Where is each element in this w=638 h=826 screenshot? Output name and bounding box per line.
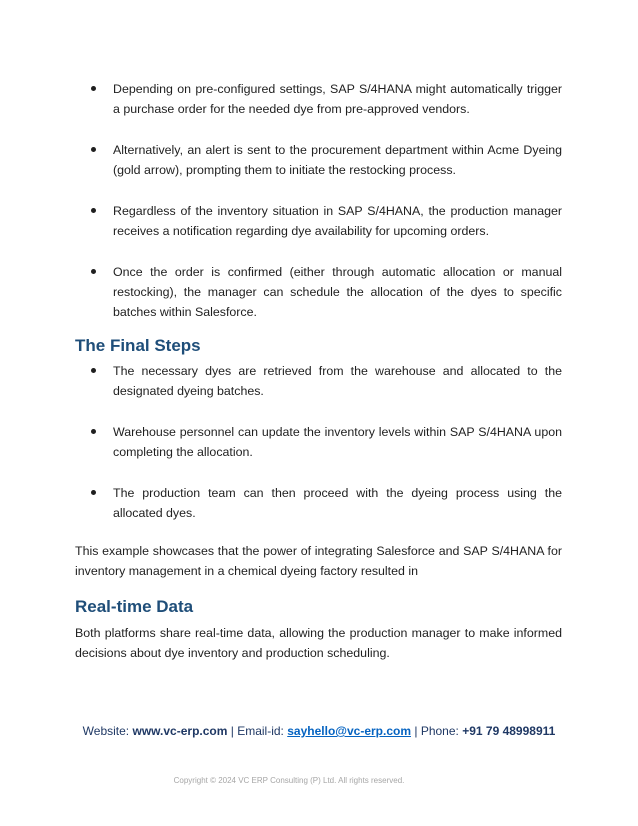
bullet-icon [91, 86, 96, 91]
phone-label: Phone: [420, 724, 459, 738]
list-item [0, 79, 638, 119]
list-item [0, 262, 638, 322]
summary-paragraph: This example showcases that the power of integrating Salesforce and SAP S/4HANA for inventory management in a chemical dyeing factory resulted in [75, 544, 562, 578]
separator: | [230, 724, 234, 738]
final-steps-bullet-list [0, 361, 638, 523]
email-label: Email-id: [237, 724, 284, 738]
bullet-text: Alternatively, an alert is sent to the procurement department within Acme Dyeing (gold arrow), prompting them to initiate the restocking process. [113, 143, 562, 177]
bullet-text: The production team can then proceed with the dyeing process using the allocated dyes. [113, 486, 562, 520]
top-bullet-list [0, 79, 638, 322]
section-heading-final-steps: The Final Steps [75, 336, 201, 355]
bullet-text: Warehouse personnel can update the inventory levels within SAP S/4HANA upon completing the allocation. [113, 425, 562, 459]
website-value[interactable]: www.vc-erp.com [132, 724, 228, 738]
bullet-text: Once the order is confirmed (either through automatic allocation or manual restocking), the manager can schedule the allocation of the dyes to specific batches within Salesforce. [113, 265, 562, 319]
list-item [0, 201, 638, 241]
list-item [0, 483, 638, 523]
bullet-icon [91, 269, 96, 274]
website-label: Website: [82, 724, 130, 738]
bullet-text: Depending on pre-configured settings, SAP S/4HANA might automatically trigger a purchase order for the needed dye from pre-approved vendors. [113, 82, 562, 116]
separator: | [414, 724, 418, 738]
bullet-icon [91, 429, 96, 434]
list-item [0, 422, 638, 462]
bullet-icon [91, 208, 96, 213]
phone-value: +91 79 48998911 [462, 724, 556, 738]
realtime-paragraph: Both platforms share real-time data, allowing the production manager to make informed decisions about dye inventory and production scheduling. [75, 626, 562, 660]
footer-contact [0, 724, 638, 738]
bullet-text: Regardless of the inventory situation in SAP S/4HANA, the production manager receives a notification regarding dye availability for upcoming orders. [113, 204, 562, 238]
bullet-icon [91, 368, 96, 373]
email-link[interactable]: sayhello@vc-erp.com [287, 724, 411, 738]
section-heading-realtime-data: Real-time Data [75, 597, 194, 616]
copyright-notice: Copyright © 2024 VC ERP Consulting (P) Ltd. All rights reserved. [173, 776, 405, 785]
bullet-icon [91, 147, 96, 152]
bullet-text: The necessary dyes are retrieved from the warehouse and allocated to the designated dyeing batches. [113, 364, 562, 398]
bullet-icon [91, 490, 96, 495]
list-item [0, 361, 638, 401]
list-item [0, 140, 638, 180]
